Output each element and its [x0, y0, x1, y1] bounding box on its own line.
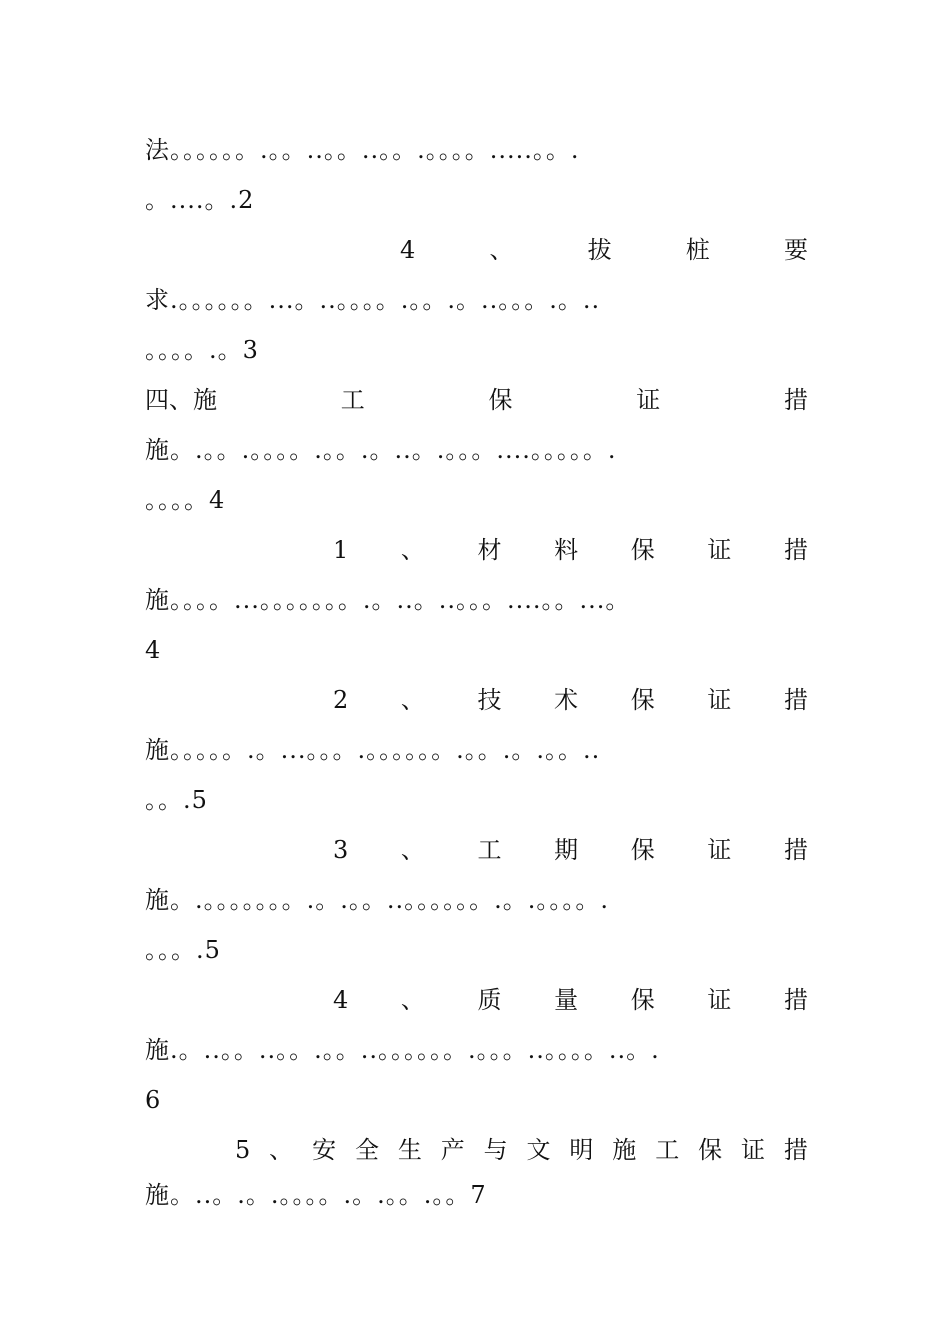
toc-line: [145, 435, 808, 465]
toc-char: 全: [354, 1136, 379, 1164]
toc-line: [145, 285, 808, 315]
toc-text: 。。.5: [145, 786, 208, 814]
toc-char: 措: [784, 386, 808, 414]
toc-char: 证: [707, 986, 732, 1014]
toc-separator: 、: [400, 536, 425, 564]
toc-separator: 、: [489, 236, 514, 264]
toc-char: 拔: [587, 236, 612, 264]
toc-line: [145, 185, 808, 215]
toc-number: 3: [333, 836, 349, 864]
toc-char: 证: [707, 836, 732, 864]
toc-line: [145, 1180, 808, 1210]
toc-section-prefix: 四、施: [145, 386, 217, 414]
toc-char: 措: [783, 986, 808, 1014]
toc-char: 明: [569, 1136, 594, 1164]
toc-char: 料: [554, 536, 579, 564]
toc-text: 。。。。4: [145, 486, 226, 514]
toc-heading: [400, 235, 808, 265]
toc-char: 施: [612, 1136, 637, 1164]
toc-line: [145, 585, 825, 615]
toc-line: [145, 935, 808, 965]
toc-text: 求.。。。。。。...。..。。。。.。。.。..。。。.。..: [145, 286, 601, 314]
toc-line: [145, 1085, 808, 1115]
toc-text: 施.。..。。..。。.。。..。。。。。。.。。。..。。。。..。.: [145, 1036, 660, 1064]
toc-text: 。。。.5: [145, 936, 221, 964]
toc-text: 。....。.2: [145, 186, 255, 214]
toc-heading: [235, 1135, 808, 1165]
toc-line: [145, 1035, 825, 1065]
toc-char: 材: [477, 536, 502, 564]
toc-char: 保: [630, 986, 655, 1014]
toc-char: 期: [554, 836, 579, 864]
toc-char: 工: [477, 836, 502, 864]
toc-char: 与: [483, 1136, 508, 1164]
toc-char: 要: [783, 236, 808, 264]
toc-heading: [333, 985, 808, 1015]
toc-char: 工: [655, 1136, 680, 1164]
toc-char: 生: [397, 1136, 422, 1164]
toc-number: 1: [333, 536, 349, 564]
toc-text: 施。.。。。。。。。.。.。。..。。。。。。.。.。。。。.: [145, 886, 610, 914]
toc-char: 措: [783, 1136, 808, 1164]
toc-number: 5: [235, 1136, 251, 1164]
toc-char: 技: [477, 686, 502, 714]
toc-line: [145, 635, 808, 665]
toc-char: 保: [630, 836, 655, 864]
toc-separator: 、: [400, 836, 425, 864]
toc-separator: 、: [400, 686, 425, 714]
toc-char: 术: [554, 686, 579, 714]
toc-page-number: 4: [145, 636, 161, 664]
toc-separator: 、: [400, 986, 425, 1014]
toc-heading: [333, 835, 808, 865]
toc-char: 产: [440, 1136, 465, 1164]
toc-text: 。。。。.。3: [145, 336, 259, 364]
toc-char: 质: [477, 986, 502, 1014]
toc-char: 证: [707, 536, 732, 564]
toc-text: 施。.。。.。。。。.。。.。..。.。。。....。。。。。.: [145, 436, 617, 464]
toc-char: 保: [630, 686, 655, 714]
toc-char: 证: [740, 1136, 765, 1164]
toc-char: 措: [783, 686, 808, 714]
toc-char: 保: [488, 386, 513, 414]
toc-section-heading: [145, 385, 808, 415]
toc-char: 证: [707, 686, 732, 714]
toc-number: 4: [333, 986, 349, 1014]
toc-number: 2: [333, 686, 349, 714]
toc-number: 4: [400, 236, 416, 264]
toc-page-number: 6: [145, 1086, 161, 1114]
toc-char: 安: [312, 1136, 337, 1164]
toc-line: [145, 885, 808, 915]
toc-text: 法。。。。。。.。。..。。..。。.。。。。.....。。.: [145, 136, 580, 164]
toc-line: [145, 785, 808, 815]
toc-heading: [333, 685, 808, 715]
toc-char: 量: [554, 986, 579, 1014]
toc-char: 保: [630, 536, 655, 564]
toc-separator: 、: [269, 1136, 294, 1164]
toc-char: 措: [783, 536, 808, 564]
toc-char: 措: [783, 836, 808, 864]
toc-char: 桩: [685, 236, 710, 264]
toc-line: [145, 735, 808, 765]
toc-line: [145, 135, 808, 165]
toc-char: 证: [636, 386, 661, 414]
toc-text: 施。。。。...。。。。。。。.。..。..。。。....。。...。: [145, 586, 631, 614]
toc-text: 施。..。.。.。。。。.。.。。.。。7: [145, 1181, 487, 1209]
toc-line: [145, 485, 808, 515]
toc-char: 工: [340, 386, 365, 414]
toc-heading: [333, 535, 808, 565]
toc-line: [145, 335, 808, 365]
toc-char: 保: [698, 1136, 723, 1164]
toc-text: 施。。。。。.。...。。。.。。。。。。.。。.。.。。..: [145, 736, 601, 764]
toc-char: 文: [526, 1136, 551, 1164]
